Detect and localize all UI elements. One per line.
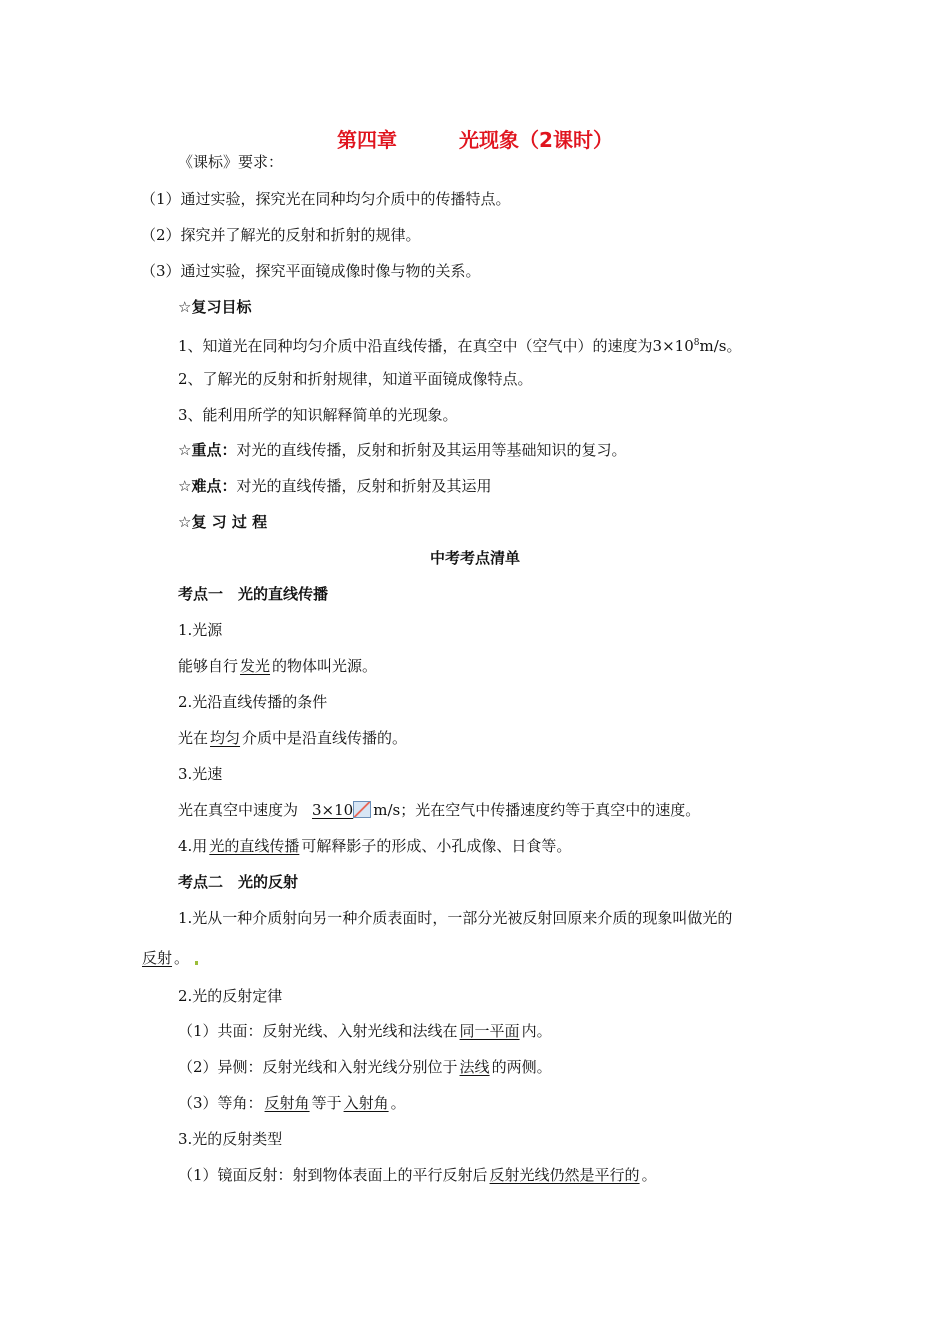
answer-blank: 3×10 bbox=[298, 800, 373, 820]
curriculum-item: （2）探究并了解光的反射和折射的规律。 bbox=[141, 226, 421, 244]
chapter-number: 第四章 bbox=[337, 128, 398, 152]
page-title bbox=[0, 124, 950, 153]
paragraph-line: 1.光从一种介质射向另一种介质表面时，一部分光被反射回原来介质的现象叫做光的 bbox=[178, 909, 733, 927]
section-title: 1.光源 bbox=[178, 621, 223, 639]
answer-blank: 反射角 bbox=[264, 1094, 310, 1112]
key-point: ☆重点：对光的直线传播，反射和折射及其运用等基础知识的复习。 bbox=[178, 441, 627, 459]
answer-blank: 发光 bbox=[240, 657, 271, 675]
fill-in-line: 反射 。 bbox=[142, 948, 198, 968]
chapter-name: 光现象（2课时） bbox=[459, 128, 613, 152]
difficult-point: ☆难点：对光的直线传播，反射和折射及其运用 bbox=[178, 477, 492, 495]
section-title: 3.光速 bbox=[178, 765, 223, 783]
answer-blank: 均匀 bbox=[210, 729, 241, 747]
curriculum-item: （3）通过实验，探究平面镜成像时像与物的关系。 bbox=[141, 262, 481, 280]
curriculum-item: （1）通过实验，探究光在同种均匀介质中的传播特点。 bbox=[141, 190, 511, 208]
fill-in-line: 光在真空中速度为 3×10 m/s；光在空气中传播速度约等于真空中的速度。 bbox=[178, 801, 701, 819]
topic-heading: 考点二 光的反射 bbox=[178, 873, 299, 891]
checklist-title: 中考考点清单 bbox=[429, 549, 520, 567]
section-title: 2.光沿直线传播的条件 bbox=[178, 693, 328, 711]
curriculum-heading: 《课标》要求： bbox=[178, 153, 284, 171]
fill-in-line: （2）异侧：反射光线和入射光线分别位于 法线 的两侧。 bbox=[178, 1058, 552, 1076]
answer-blank: 法线 bbox=[459, 1058, 490, 1076]
goal-item: 3、能利用所学的知识解释简单的光现象。 bbox=[178, 406, 458, 424]
fill-in-line: 4.用 光的直线传播 可解释影子的形成、小孔成像、日食等。 bbox=[178, 837, 572, 855]
section-title: 2.光的反射定律 bbox=[178, 987, 283, 1005]
fill-in-line: （1）共面：反射光线、入射光线和法线在 同一平面 内。 bbox=[178, 1022, 552, 1040]
process-heading: ☆复 习 过 程 bbox=[178, 513, 268, 531]
broken-image-icon bbox=[353, 801, 371, 818]
fill-in-line: 能够自行 发光 的物体叫光源。 bbox=[178, 657, 378, 675]
section-title: 3.光的反射类型 bbox=[178, 1130, 283, 1148]
answer-blank: 入射角 bbox=[343, 1094, 389, 1112]
dot-mark bbox=[195, 961, 198, 965]
answer-blank: 反射光线仍然是平行的 bbox=[489, 1166, 640, 1184]
goal-item: 2、了解光的反射和折射规律，知道平面镜成像特点。 bbox=[178, 370, 533, 388]
topic-heading: 考点一 光的直线传播 bbox=[178, 585, 329, 603]
fill-in-line: 光在 均匀 介质中是沿直线传播的。 bbox=[178, 729, 408, 747]
fill-in-line: （3）等角： 反射角 等于 入射角 。 bbox=[178, 1094, 406, 1112]
fill-in-line: （1）镜面反射：射到物体表面上的平行反射后 反射光线仍然是平行的 。 bbox=[178, 1166, 657, 1184]
answer-blank: 反射 bbox=[142, 949, 173, 967]
goals-heading: ☆复习目标 bbox=[178, 298, 252, 316]
answer-blank: 同一平面 bbox=[459, 1022, 520, 1040]
goal-item: 1、知道光在同种均匀介质中沿直线传播，在真空中（空气中）的速度为$3\times 10^8m/s$。 bbox=[178, 337, 742, 355]
answer-blank: 光的直线传播 bbox=[209, 837, 300, 855]
